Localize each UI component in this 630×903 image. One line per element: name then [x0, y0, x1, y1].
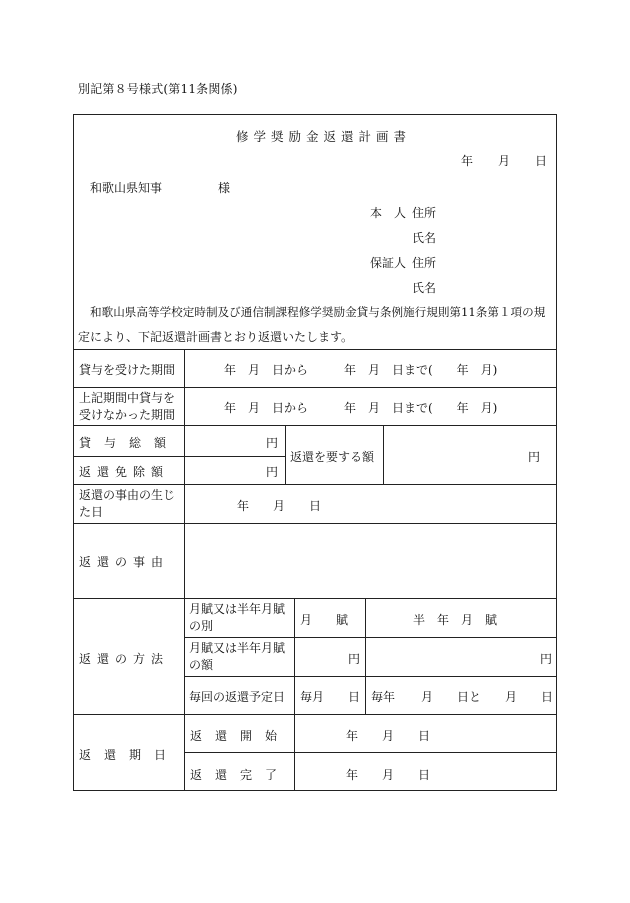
- method-label: 返還の方法: [79, 652, 170, 666]
- method-every-year: 毎年: [371, 690, 396, 704]
- period-start-value: 年 月 日: [346, 729, 431, 743]
- period-end-label: 返還完了: [190, 768, 291, 782]
- reason-label: 返還の事由: [79, 555, 170, 569]
- period-start-label: 返還開始: [190, 729, 291, 743]
- exempt-amount-unit: 円: [266, 465, 279, 479]
- guarantor-label: 保証人: [370, 256, 407, 270]
- method-type-label: 月賦又は半年月賦 の別: [189, 602, 286, 633]
- reason-date-value: 年 月 日: [237, 499, 322, 513]
- statement-line-2: 定により、下記返還計画書とおり返還いたします。: [78, 330, 354, 344]
- no-loan-period-label: 上記期間中貸与を 受けなかった期間: [79, 391, 176, 422]
- date-year: 年: [461, 154, 474, 168]
- method-month-day: 月 日: [505, 690, 554, 704]
- guarantor-address-label: 住所: [412, 256, 437, 270]
- rule: [73, 387, 557, 388]
- self-name-label: 氏名: [412, 231, 437, 245]
- method-monthly: 月 賦: [300, 613, 349, 627]
- method-every-month-day: 日: [348, 690, 361, 704]
- required-amount-label: 返還を要する額: [290, 450, 375, 464]
- total-loan-label: 貸与総額: [79, 436, 180, 450]
- no-loan-period-value: 年 月 日から 年 月 日まで( 年 月): [224, 401, 498, 415]
- statement-line-1: 和歌山県高等学校定時制及び通信制課程修学奨励金貸与条例施行規則第11条第１項の規: [90, 305, 546, 319]
- rule: [294, 714, 295, 791]
- rule: [285, 425, 286, 484]
- rule: [294, 598, 295, 714]
- method-amount-unit-1: 円: [348, 652, 361, 666]
- form-title: 修学奨励金返還計画書: [236, 129, 412, 144]
- self-address-label: 住所: [412, 206, 437, 220]
- rule: [184, 637, 557, 638]
- method-every-month: 毎月: [300, 690, 325, 704]
- method-amount-unit-2: 円: [540, 652, 553, 666]
- exempt-amount-label: 返還免除額: [79, 465, 170, 479]
- method-amount-label: 月賦又は半年月賦 の額: [189, 641, 286, 672]
- rule: [73, 523, 557, 524]
- method-semiannual: 半 年 月 賦: [413, 613, 498, 627]
- date-month: 月: [498, 154, 511, 168]
- addressee: 和歌山県知事: [90, 181, 163, 195]
- date-day: 日: [535, 154, 548, 168]
- loan-period-label: 貸与を受けた期間: [79, 363, 176, 377]
- rule: [365, 598, 366, 714]
- rule: [383, 425, 384, 484]
- rule: [73, 484, 557, 485]
- honorific: 様: [218, 181, 231, 195]
- rule: [184, 752, 557, 753]
- rule: [73, 425, 557, 426]
- rule: [73, 598, 557, 599]
- total-loan-unit: 円: [266, 436, 279, 450]
- required-amount-unit: 円: [528, 450, 541, 464]
- reason-date-label: 返還の事由の生じ た日: [79, 488, 176, 519]
- rule: [184, 349, 185, 791]
- method-schedule-label: 毎回の返還予定日: [189, 690, 286, 704]
- self-label: 本 人: [370, 206, 407, 220]
- rule: [73, 349, 557, 350]
- period-label: 返還期日: [79, 748, 180, 762]
- rule: [73, 456, 285, 457]
- rule: [184, 676, 557, 677]
- rule: [73, 714, 557, 715]
- method-month-day-and: 月 日と: [421, 690, 482, 704]
- guarantor-name-label: 氏名: [412, 281, 437, 295]
- period-end-value: 年 月 日: [346, 768, 431, 782]
- form-reference: 別記第８号様式(第11条関係): [78, 82, 238, 96]
- loan-period-value: 年 月 日から 年 月 日まで( 年 月): [224, 363, 498, 377]
